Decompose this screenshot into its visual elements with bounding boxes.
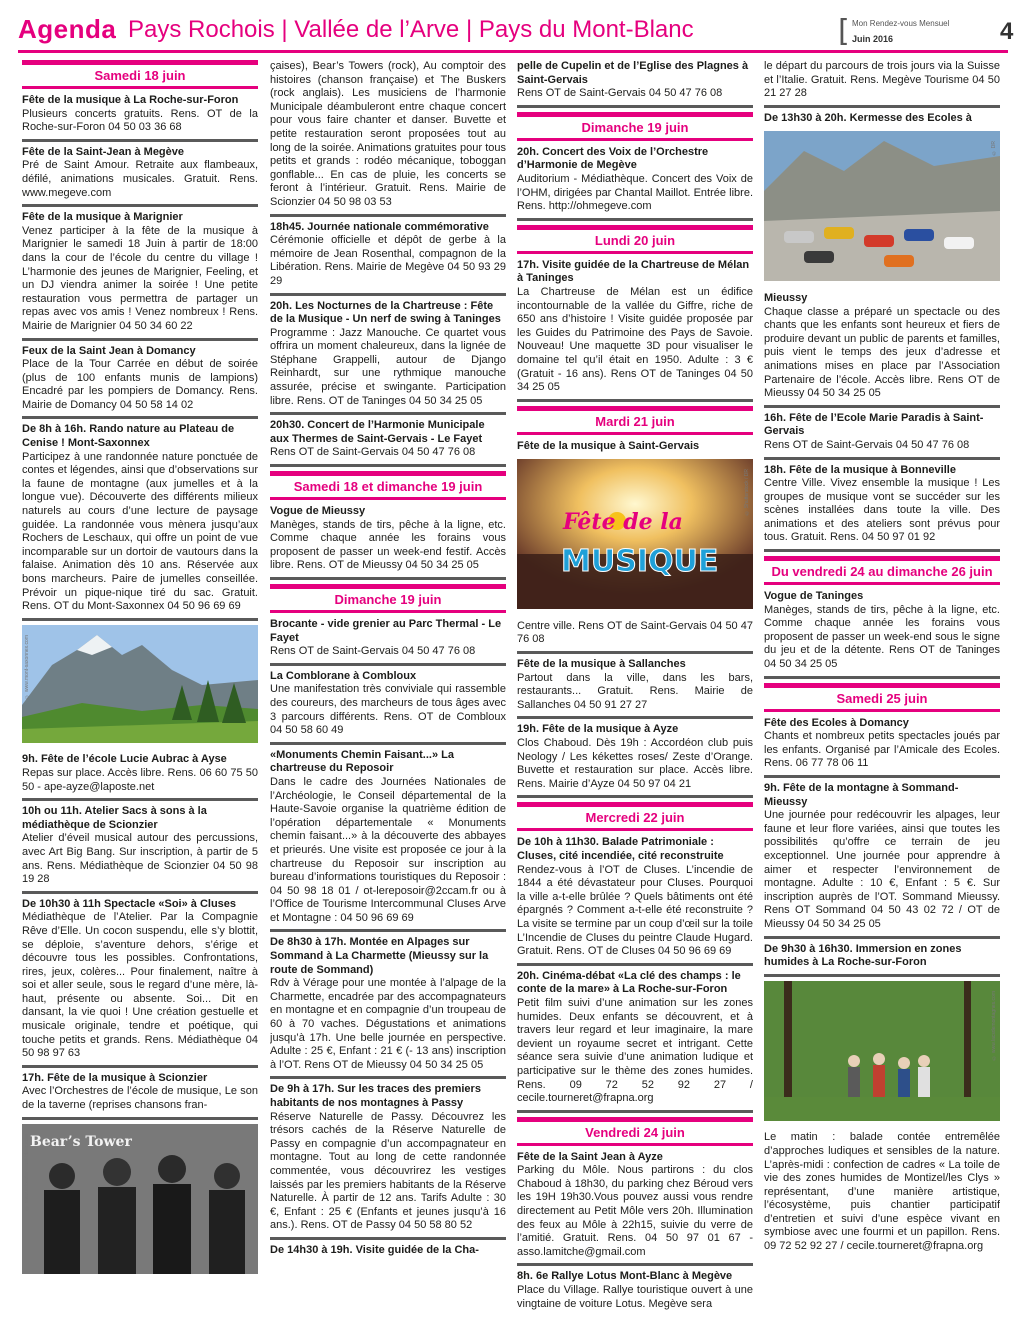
event-title: De 9h30 à 16h30. Immersion en zones humides à La Roche-sur-Foron (764, 942, 962, 969)
event-desc: Atelier d’éveil musical autour des percussions, avec Art Big Bang. Sur inscription, à partir de 5 ans. Rens. Médiathèque de Scionzier 04 50 98 19 28 (22, 832, 258, 886)
event-title: 20h. Les Nocturnes de la Chartreuse : Fête de la Musique - Un nerf de swing à Taninges (270, 299, 501, 326)
event-item (22, 805, 258, 894)
event-item (270, 618, 506, 666)
band-photo (22, 1124, 258, 1279)
event-item (22, 146, 258, 207)
event-title: Vogue de Taninges (764, 590, 864, 603)
event-title: 18h45. Journée nationale commémorative (270, 220, 489, 233)
event-desc: Avec l’Orchestres de l’école de musique, Le son de la taverne (reprises chansons fran- (22, 1085, 258, 1112)
regions-title: Pays Rochois | Vallée de l’Arve | Pays du Mont-Blanc (128, 16, 694, 43)
poster-illustration (517, 459, 753, 609)
event-desc: Réserve Naturelle de Passy. Découvrez les trésors cachés de la Réserve Naturelle de Passy en compagnie d’un accompagnateur en montagne. Tout au long de cette randonnée commentée, vous découvrirez les vestiges laissés par les premiers habitants de la Réserve Naturelle. À partir de 12 ans. Tarifs Adulte : 30 €, Enfant : 25 € (Enfants et jeunes jusqu’à 16 ans.). Rens. OT de Passy 04 50 58 80 52 (270, 1110, 506, 1232)
event-desc: Dans le cadre des Journées Nationales de l’Archéologie, le Conseil départemental de la Haute-Savoie organise la quatrième édition de l’opération départementale « Monuments chemin faisant...» à la découverte des abbayes et prieurés. Une visite est proposée ce jour à la chartreuse du Reposoir sur inscription au bureau d’informations touristiques du Reposoir : 04 50 98 18 01 / ot-lereposoir@2ccam.fr ou à l’Office de Tourisme Intercommunal Cluses Arve et Montagne : 04 50 96 69 69 (270, 775, 506, 924)
section-title: Agenda (18, 14, 117, 44)
event-desc: Manèges, stands de tirs, pêche à la ligne, etc. Comme chaque année les forains vous proposent de passer un week-end festif. Accès libre. Rens. OT de Mieussy 04 50 34 25 05 (270, 518, 506, 572)
event-title: 9h. Fête de l’école Lucie Aubrac à Ayse (22, 753, 227, 766)
photo-credit: © DR (991, 141, 998, 156)
column-4 (764, 60, 1000, 1315)
event-desc: Participez à une randonnée nature ponctuée de contes et légendes, ainsi que d’observations sur la faune de montagne (aux jumelles et à la longue vue). Découverte des différents milieux naturels au cours d’une lecture de paysage guidée. La randonnée vous mènera jusqu’aux Rochers de Leschaux, qui offre un point de vue incomparable sur un dortoir de vautours dans la falaise. Animation dès 10 ans. Réservée aux bons marcheurs. Paire de jumelles conseillée. Prévoir un pique-nique tiré du sac. Gratuit. Rens. OT du Mont-Saxonnex 04 50 96 69 69 (22, 450, 258, 613)
day-heading: Mercredi 22 juin (517, 802, 753, 831)
header-rule (18, 50, 1008, 53)
event-desc: Rens OT de Saint-Gervais 04 50 47 76 08 (764, 438, 970, 451)
page-header (18, 12, 1014, 50)
event-desc: Place de la Tour Carrée en début de soirée (plus de 100 enfants munis de lampions) Encadré par les pompiers de Domancy. Rens. Mairie de Domancy 04 50 58 14 02 (22, 358, 258, 411)
event-desc: Centre ville. Rens OT de Saint-Gervais 04 50 47 76 08 (517, 619, 753, 646)
continued-text: Le matin : balade contée entremêlée d’approches ludiques et sensibles de la nature. L’après-midi : confection de cadres « La toile de vie des zones humides de Montizel/les Clys » représentant, d’une manière artistique, l’écosystème, puis chantier participatif d’entretien et suivi d’une espèce vivant en symbiose avec une fourmi et un papillon. Rens. 09 72 52 92 27 / cecile.tourneret@frapna.org (764, 1131, 1000, 1253)
event-title: Fête de la musique à Saint-Gervais (517, 439, 700, 452)
event-item (270, 670, 506, 745)
event-item (270, 1083, 506, 1240)
event-desc: Parking du Môle. Nous partirons : du clos Chaboud à 18h30, du parking chez Béroud vers les 19H 19h30.Vous pouvez aussi vous rendre directement au Petit Môle vers 20h. Illumination des feux au Môle à 22h15, suivie du verre de l’amitié. Gratuit. Rens. 04 50 97 01 67 - asso.lamitche@gmail.com (517, 1164, 753, 1258)
day-heading: Lundi 20 juin (517, 225, 753, 254)
event-desc: Pré de Saint Amour. Retraite aux flambeaux, défilé, animations musicales. Gratuit. Rens. www.megeve.com (22, 159, 258, 199)
event-item (22, 94, 258, 142)
event-desc: Plusieurs concerts gratuits. Rens. OT de la Roche-sur-Foron 04 50 03 36 68 (22, 107, 258, 134)
forest-photo (764, 981, 1000, 1126)
event-title: 9h. Fête de la montagne à Sommand-Mieussy (764, 782, 959, 808)
event-title: 20h. Concert des Voix de l’Orchestre d’Harmonie de Megève (517, 145, 709, 172)
event-item (270, 505, 506, 580)
event-desc: Rendez-vous à l’OT de Cluses. L’incendie de 1844 a été dévastateur pour Cluses. Pourquoi la ville a-t-elle brûlée ? Quels bâtiments ont été épargnés ? Comment a-t-elle été reconstruite ? La visite se termine par un coup d’œil sur la toile L’Incendie de Cluses du peintre Claude Hugard. Gratuit. Rens. OT de Cluses 04 50 96 69 69 (517, 863, 753, 958)
event-item (517, 658, 753, 719)
event-title: Vogue de Mieussy (270, 505, 366, 518)
column-2 (270, 60, 506, 1315)
event-item (764, 464, 1000, 553)
day-heading: Samedi 18 juin (22, 60, 258, 89)
continued-text: çaises), Bear’s Towers (rock), Au comptoir des histoires (chanson française) et The Buskers (rock anglais). Les musiciens de l’harmonie Municipale déambuleront entre chaque concert pour vous faire chanter et danser. Buvette et petite restauration seront proposées tout au long de la soirée. Animations gratuites pour tous petits et grands : rodéo mécanique, toboggan gonflable... En cas de pluie, les concerts se feront à l’intérieur. Gratuit. Rens. Mairie de Scionzier 04 50 98 03 53 (270, 60, 506, 217)
event-item (764, 717, 1000, 778)
event-desc: Clos Chaboud. Dès 19h : Accordéon club puis Neology / Les kékettes roses/ Zeste d’Orange. Buvette et restauration sur place. Accès libre. Rens. Mairie d’Ayze 04 50 97 04 21 (517, 737, 753, 790)
event-desc: Programme : Jazz Manouche. Ce quartet vous offrira un moment chaleureux, dans la lignée de Stéphane Grappelli, autour de Django Reinhardt, sur une rythmique manouche assurée, précise et swingante. Participation libre. Rens. OT de Taninges 04 50 34 25 05 (270, 326, 506, 407)
day-heading: Mardi 21 juin (517, 406, 753, 435)
event-desc: Chants et nombreux petits spectacles joués par les enfants. Organisé par l’Amicale des Ecoles. Rens. 06 77 78 06 11 (764, 730, 1000, 770)
day-heading: Dimanche 19 juin (517, 112, 753, 141)
event-desc: Auditorium - Médiathèque. Concert des Voix de l’OHM, dirigées par Chantal Maillot. Entrée libre. Rens. http://ohmegeve.com (517, 172, 753, 213)
event-item (270, 419, 506, 467)
event-title: De 9h à 17h. Sur les traces des premiers habitants de nos montagnes à Passy (270, 1083, 481, 1109)
event-item (517, 836, 753, 965)
column-1 (22, 60, 258, 1315)
mountain-illustration (22, 625, 258, 743)
day-heading: Dimanche 19 juin (270, 584, 506, 613)
event-title: De 14h30 à 19h. Visite guidée de la Cha- (270, 1243, 479, 1256)
event-item (22, 211, 258, 340)
event-title: Fête des Ecoles à Domancy (764, 716, 909, 729)
event-title: La Comblorane à Combloux (270, 669, 417, 682)
event-desc: Rdv à Vérage pour une montée à l’alpage de la Charmette, encadrée par des accompagnateurs en montagne et en compagnie d’un troupeau de 60 à 70 vaches. Dégustations et animations jusqu’à 17h. Une belle journée en perspective. Adulte : 25 €, Enfant : 21 € (- 13 ans) inscription à l’OT. Rens OT de Mieussy 04 50 34 25 05 (270, 977, 506, 1071)
event-item (270, 749, 506, 933)
event-desc: Médiathèque de l’Atelier. Par la Compagnie Rêve d’Elle. Un cocon suspendu, elle s’y blottit, se déploie, s’aventure dehors, s’érige et découvre tous les possibles. Confrontations, rires, jeux, colères... Pour finalement, naître à soi et aller seule, sous le regard d’une mère, là-haut, présente ou absente. Soi... Dit en dansant, la vie quoi ! Une création gestuelle et musicale originale, tendre et poétique, qui touche petits et grands. Rens. Médiathèque 04 50 98 97 63 (22, 911, 258, 1060)
column-3 (517, 60, 753, 1315)
event-title: De 8h30 à 17h. Montée en Alpages sur Sommand à La Charmette (Mieussy sur la route de Sommand) (270, 936, 489, 976)
event-title: De 10h30 à 11h Spectacle «Soi» à Cluses (22, 897, 237, 910)
event-item (517, 970, 753, 1113)
day-heading: Samedi 18 et dimanche 19 juin (270, 471, 506, 500)
event-title: Fête de la musique à Sallanches (517, 658, 686, 671)
event-title: 16h. Fête de l’Ecole Marie Paradis à Saint-Gervais (764, 411, 984, 438)
event-desc: Centre Ville. Vivez ensemble la musique ! Les groupes de musique vont se succéder sur les scènes installées dans toute la ville. Des animations et des ateliers sont prévus pour tous. Gratuit. Rens. 04 50 97 01 92 (764, 477, 1000, 544)
event-desc: Venez participer à la fête de la musique à Marignier le samedi 18 Juin à partir de 18:00 dans la cour de l’école du centre du village ! L’harmonie des jeunes de Marignier, Feeling, et un DJ viendra animer la soirée ! Une petite restauration vous permettra de partager un repas avec vos amis ! Venez nombreux ! Rens. Mairie de Marignier 04 50 34 60 22 (22, 224, 258, 332)
photo-credit: © www.lacsdemontagnes.com (991, 990, 998, 1061)
event-title: Fête de la Saint-Jean à Megève (22, 145, 185, 158)
band-illustration (22, 1124, 258, 1274)
event-desc: La Chartreuse de Mélan est un édifice incontournable de la vallée du Giffre, riche de 650 ans d’histoire ! Visite guidée proposée par les Guides du Patrimoine des Pays de Savoie. Nouveau! Une maquette 3D pour visualiser le domaine tel qu’il était en 1950. Adulte : 3 € (Gratuit - 16 ans). Rens OT de Taninges 04 50 34 25 05 (517, 285, 753, 394)
day-heading: Samedi 25 juin (764, 683, 1000, 712)
event-desc: Petit film suivi d’une animation sur les zones humides. Deux enfants se découvrent, et à travers leur regard et leur imaginaire, la mare devient un royaume secret et intrigant. Cette séance sera suivie d’une animation ludique et participative sur le thème des zones humides. Rens. 09 72 52 92 27 / cecile.tourneret@frapna.org (517, 996, 753, 1105)
header-bracket: [ (838, 14, 850, 49)
event-title: Brocante - vide grenier au Parc Thermal - Le Fayet (270, 618, 502, 644)
event-item (517, 146, 753, 221)
event-title: De 13h30 à 20h. Kermesse des Ecoles à (764, 111, 972, 124)
event-title: «Monuments Chemin Faisant...» La chartreuse du Reposoir (270, 748, 454, 775)
event-item (517, 1270, 753, 1315)
fete-musique-poster (517, 459, 753, 614)
magazine-name: Mon Rendez-vous Mensuel (852, 19, 950, 28)
event-item (764, 412, 1000, 460)
continued-text: le départ du parcours de trois jours via la Suisse et l’Italie. Gratuit. Rens. Megève Tourisme 04 50 21 27 28 (764, 60, 1000, 108)
event-item (22, 1072, 258, 1120)
event-desc: Place du Village. Rallye touristique ouvert à une vingtaine de voiture Lotus. Megève sera (517, 1284, 753, 1310)
event-item (517, 1151, 753, 1267)
poster-subtitle: MUSIQUE (561, 544, 719, 580)
lotus-cars-photo (764, 131, 1000, 286)
event-item (22, 345, 258, 420)
day-heading: Du vendredi 24 au dimanche 26 juin (764, 556, 1000, 585)
event-desc: Repas sur place. Accès libre. Rens. 06 60 75 50 50 - ape-ayze@laposte.net (22, 766, 258, 793)
event-item (764, 782, 1000, 939)
event-title: Fête de la Saint Jean à Ayze (517, 1150, 663, 1163)
event-desc: Manèges, stands de tirs, pêche à la ligne, etc. Comme chaque année les forains vous proposent de passer un week-end sous le signe du jeu et de la détente. Rens OT de Taninges 04 50 34 25 05 (764, 603, 1000, 671)
photo-credit: © www.scionzier-mont-blanc.com (24, 1133, 30, 1210)
event-desc: Chaque classe a préparé un spectacle ou des chants que les enfants sont heureux et fiers de produire devant un public de parents et familles, puis vient le temps des jeux d’adresse et animations mises en place par l’Association Partenaire de l’école. Accès libre. Rens OT de Mieussy 04 50 34 25 05 (764, 305, 1000, 400)
day-heading: Vendredi 24 juin (517, 1117, 753, 1146)
event-desc: Cérémonie officielle et dépôt de gerbe à la mémoire de Jean Rosenthal, compagnon de la Libération. Rens. Mairie de Megève 04 50 93 29 29 (270, 234, 506, 287)
event-desc: Une journée pour redécouvrir les alpages, leur faune et leur flore variées, ainsi que toutes les possibilités qu’offre ce terrain de jeu exceptionnel. Une journée pour apprendre à aimer et respecter l’environnement de montagne. Adulte : 10 €, Enfant : 5 €. Sur inscription auprès de l’OT. Sommand Mieussy. Rens OT Sommand 04 50 43 02 72 / OT de Mieussy 04 50 34 25 05 (764, 809, 1000, 930)
event-item (22, 753, 258, 801)
event-item (270, 936, 506, 1079)
event-title: 17h. Fête de la musique à Scionzier (22, 1071, 208, 1084)
event-desc: Rens OT de Saint-Gervais 04 50 47 76 08 (270, 446, 476, 459)
event-item (22, 423, 258, 620)
event-desc: Une manifestation très conviviale qui rassemble des coureurs, des marcheurs de tous âges avec 3 parcours différents. Rens. OT de Combloux 04 50 58 60 49 (270, 683, 506, 737)
event-title: De 10h à 11h30. Balade Patrimoniale : Cluses, cité incendiée, cité reconstruite (517, 836, 724, 862)
event-item (270, 221, 506, 296)
event-title: Fête de la musique à La Roche-sur-Foron (22, 94, 239, 106)
event-desc: Rens OT de Saint-Gervais 04 50 47 76 08 (517, 87, 723, 100)
forest-illustration (764, 981, 1000, 1121)
page-number: 4 (1000, 18, 1014, 45)
event-item (517, 723, 753, 798)
event-title: 20h30. Concert de l’Harmonie Municipale aux Thermes de Saint-Gervais - Le Fayet (270, 419, 485, 445)
event-title: 17h. Visite guidée de la Chartreuse de Mélan à Taninges (517, 258, 750, 285)
event-title: Mieussy (764, 291, 808, 304)
event-title: De 8h à 16h. Rando nature au Plateau de Cenise ! Mont-Saxonnex (22, 423, 235, 450)
event-desc: Partout dans la ville, dans les bars, restaurants... Gratuit. Rens. Mairie de Sallanches 04 50 91 27 27 (517, 671, 753, 711)
photo-credit: © Shutterstock / DR (744, 469, 751, 516)
event-item (764, 943, 1000, 977)
event-title: pelle de Cupelin et de l’Eglise des Plagnes à Saint-Gervais (517, 60, 749, 86)
event-title: 8h. 6e Rallye Lotus Mont-Blanc à Megève (517, 1270, 733, 1283)
event-item (517, 259, 753, 402)
event-title: 18h. Fête de la musique à Bonneville (764, 463, 956, 476)
issue-date: Juin 2016 (852, 34, 894, 44)
band-logo-text: Bear’s Tower (30, 1133, 132, 1150)
event-title: Feux de la Saint Jean à Domancy (22, 344, 196, 357)
event-desc: Rens OT de Saint-Gervais 04 50 47 76 08 (270, 645, 476, 658)
cars-illustration (764, 131, 1000, 281)
event-title: Fête de la musique à Marignier (22, 211, 183, 224)
event-title: 10h ou 11h. Atelier Sacs à sons à la médiathèque de Scionzier (22, 805, 207, 831)
event-item (22, 898, 258, 1068)
event-item (764, 292, 1000, 408)
event-item (270, 300, 506, 416)
photo-credit: © www.mont-saxonnex.com (24, 634, 30, 700)
event-title: 20h. Cinéma-débat «La clé des champs : le conte de la mare» à La Roche-sur-Foron (517, 969, 741, 996)
poster-title: Fête de la (563, 509, 683, 536)
mountain-photo (22, 625, 258, 748)
event-item (764, 590, 1000, 679)
event-title: 19h. Fête de la musique à Ayze (517, 723, 679, 736)
